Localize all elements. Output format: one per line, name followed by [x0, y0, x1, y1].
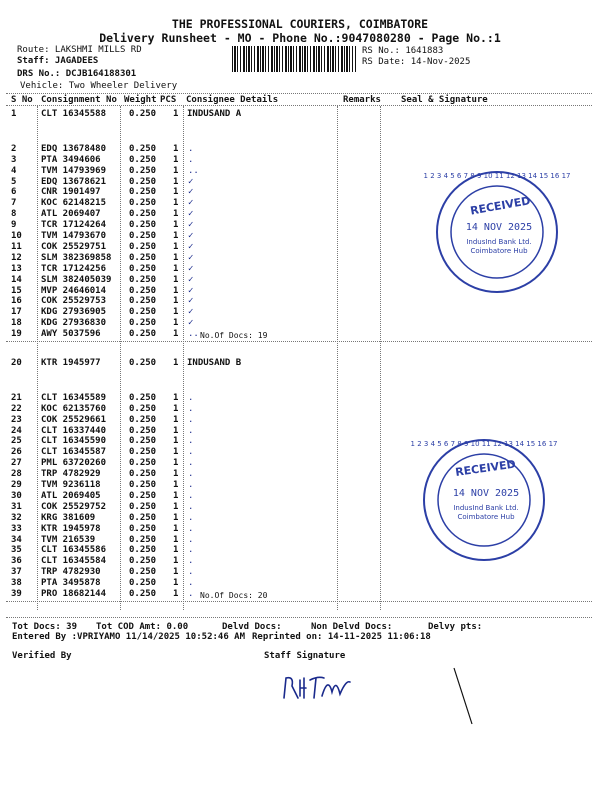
row-weight: 0.250 [129, 545, 157, 556]
row-mark: ✓ [188, 231, 194, 241]
row-mark: ✓ [188, 220, 194, 231]
row-consignment: TVM 14793670 [41, 231, 107, 241]
handwritten-signature [280, 668, 360, 708]
row-consignment: CLT 16345589 [41, 392, 107, 403]
row-pcs: 1 [173, 458, 179, 469]
row-pcs: 1 [173, 109, 179, 119]
row-weight: 0.250 [129, 414, 157, 425]
table-row [0, 109, 600, 120]
row-consignment: TRP 4782930 [41, 567, 101, 578]
row-weight: 0.250 [129, 220, 157, 231]
row-sno: 15 [11, 285, 22, 296]
row-weight: 0.250 [129, 198, 157, 209]
row-weight: 0.250 [129, 469, 157, 480]
received-stamp [410, 436, 558, 564]
row-consignment: COK 25529752 [41, 501, 107, 512]
row-pcs: 1 [173, 578, 179, 589]
rs-date: RS Date: 14-Nov-2025 [362, 57, 471, 67]
row-consignment: PRO 18682144 [41, 589, 107, 599]
row-pcs: 1 [173, 392, 179, 403]
row-mark: . [188, 425, 194, 436]
row-pcs: 1 [173, 285, 179, 296]
stamp-ring-text: 1 2 3 4 5 6 7 8 9 10 11 12 13 14 15 16 17 [423, 172, 571, 180]
row-weight: 0.250 [129, 523, 157, 534]
row-pcs: 1 [173, 241, 179, 252]
row-sno: 12 [11, 252, 22, 263]
row-pcs: 1 [173, 198, 179, 209]
row-consignment: KDG 27936905 [41, 307, 107, 318]
row-weight: 0.250 [129, 501, 157, 512]
delivered-docs: Delvd Docs: [222, 622, 282, 632]
row-weight: 0.250 [129, 187, 157, 198]
row-consignment: COK 25529753 [41, 296, 107, 307]
row-consignee: INDUSAND B [187, 358, 242, 368]
row-mark: . [188, 545, 194, 556]
row-weight: 0.250 [129, 589, 157, 599]
stamp-date: 14 NOV 2025 [452, 488, 520, 499]
row-pcs: 1 [173, 318, 179, 329]
total-cod: Tot COD Amt: 0.00 [96, 622, 189, 632]
row-pcs: 1 [173, 154, 179, 165]
docs-count: No.Of Docs: 20 [200, 591, 268, 600]
row-sno: 17 [11, 307, 22, 318]
row-sno: 31 [11, 501, 22, 512]
verify-row [0, 651, 600, 662]
row-pcs: 1 [173, 490, 179, 501]
row-sno: 3 [11, 154, 17, 165]
row-pcs: 1 [173, 512, 179, 523]
row-mark: . [188, 578, 194, 589]
row-pcs: 1 [173, 176, 179, 187]
row-mark: ✓ [188, 318, 194, 329]
row-pcs: 1 [173, 501, 179, 512]
row-sno: 20 [11, 358, 22, 368]
row-sno: 18 [11, 318, 22, 329]
row-mark: ✓ [188, 307, 194, 318]
row-mark: ✓ [188, 285, 194, 296]
row-weight: 0.250 [129, 458, 157, 469]
row-mark: ✓ [188, 176, 194, 187]
stamp-date: 14 NOV 2025 [465, 222, 533, 233]
row-weight: 0.250 [129, 274, 157, 285]
row-pcs: 1 [173, 231, 179, 241]
row-mark: . [188, 154, 194, 165]
row-sno: 32 [11, 512, 22, 523]
col-pcs: PCS [160, 95, 177, 105]
row-mark: . [188, 143, 194, 154]
row-consignment: CLT 16345587 [41, 447, 107, 458]
row-mark: ✓ [188, 274, 194, 285]
row-weight: 0.250 [129, 392, 157, 403]
row-consignment: SLM 382369858 [41, 252, 112, 263]
header-rule-bottom [6, 105, 592, 106]
row-sno: 22 [11, 403, 22, 414]
row-consignment: TVM 14793969 [41, 165, 107, 176]
row-pcs: 1 [173, 274, 179, 285]
row-weight: 0.250 [129, 109, 157, 119]
row-weight: 0.250 [129, 143, 157, 154]
row-weight: 0.250 [129, 209, 157, 220]
table-row [0, 296, 600, 307]
row-sno: 23 [11, 414, 22, 425]
stamp-org: IndusInd Bank Ltd. [453, 504, 519, 512]
row-pcs: 1 [173, 329, 179, 340]
row-consignment: TVM 9236118 [41, 480, 101, 490]
row-sno: 1 [11, 109, 17, 119]
row-weight: 0.250 [129, 263, 157, 274]
row-pcs: 1 [173, 480, 179, 490]
row-weight: 0.250 [129, 480, 157, 490]
row-sno: 29 [11, 480, 22, 490]
row-weight: 0.250 [129, 436, 157, 447]
row-pcs: 1 [173, 436, 179, 447]
row-consignment: ATL 2069407 [41, 209, 101, 220]
row-sno: 36 [11, 556, 22, 567]
row-sno: 26 [11, 447, 22, 458]
table-row [0, 318, 600, 329]
row-mark: ✓ [188, 198, 194, 209]
col-weight: Weight [124, 95, 157, 105]
table-row [0, 358, 600, 369]
col-remarks: Remarks [343, 95, 381, 105]
row-sno: 34 [11, 534, 22, 545]
row-weight: 0.250 [129, 318, 157, 329]
row-sno: 27 [11, 458, 22, 469]
table-row [0, 415, 600, 426]
row-mark: . [188, 392, 194, 403]
row-mark: . [188, 589, 194, 599]
row-sno: 6 [11, 187, 17, 198]
row-pcs: 1 [173, 143, 179, 154]
row-pcs: 1 [173, 523, 179, 534]
row-weight: 0.250 [129, 252, 157, 263]
row-pcs: 1 [173, 414, 179, 425]
row-consignment: CLT 16345586 [41, 545, 107, 556]
row-consignment: KOC 62148215 [41, 198, 107, 209]
row-consignment: EDQ 13678480 [41, 143, 107, 154]
table-row [0, 144, 600, 155]
row-consignment: CLT 16337440 [41, 425, 107, 436]
row-mark: . [188, 490, 194, 501]
col-consignment: Consignment No [41, 95, 117, 105]
row-consignment: EDQ 13678621 [41, 176, 107, 187]
entered-by: Entered By :VPRIYAMO 11/14/2025 10:52:46 AM [12, 632, 245, 642]
staff-signature-label: Staff Signature [264, 651, 346, 661]
entered-row [0, 632, 600, 643]
group-divider [6, 601, 592, 602]
row-mark: . [188, 501, 194, 512]
row-weight: 0.250 [129, 154, 157, 165]
row-mark: ✓ [188, 296, 194, 307]
table-row [0, 307, 600, 318]
row-mark: . [188, 556, 194, 567]
row-weight: 0.250 [129, 329, 157, 340]
row-consignment: PML 63720260 [41, 458, 107, 469]
row-mark: ✓ [188, 241, 194, 252]
row-sno: 25 [11, 436, 22, 447]
row-sno: 33 [11, 523, 22, 534]
row-consignee: INDUSAND A [187, 109, 242, 119]
row-mark: ✓ [188, 263, 194, 274]
col-consignee: Consignee Details [186, 95, 279, 105]
table-row [0, 426, 600, 437]
row-sno: 14 [11, 274, 22, 285]
row-consignment: ATL 2069405 [41, 490, 101, 501]
row-pcs: 1 [173, 187, 179, 198]
row-pcs: 1 [173, 403, 179, 414]
staff-label: Staff: JAGADEES [17, 56, 99, 66]
table-row [0, 567, 600, 578]
row-sno: 10 [11, 231, 22, 241]
row-mark: . [188, 436, 194, 447]
drs-number: DRS No.: DCJB164188301 [17, 69, 137, 79]
vehicle-label: Vehicle: Two Wheeler Delivery [20, 81, 178, 91]
table-row [0, 404, 600, 415]
stamp-hub: Coimbatore Hub [457, 513, 515, 521]
row-consignment: SLM 382405039 [41, 274, 112, 285]
row-mark: . [188, 403, 194, 414]
row-mark: . [188, 414, 194, 425]
row-pcs: 1 [173, 252, 179, 263]
row-mark: .. [188, 329, 199, 340]
row-consignment: KOC 62135760 [41, 403, 107, 414]
row-pcs: 1 [173, 447, 179, 458]
verified-by: Verified By [12, 651, 72, 661]
row-consignment: COK 25529751 [41, 241, 107, 252]
group-divider [6, 341, 592, 342]
stamp-ring-text: 1 2 3 4 5 6 7 8 9 10 11 12 13 14 15 16 17 [410, 440, 558, 448]
stamp-graphic [410, 436, 558, 564]
row-pcs: 1 [173, 534, 179, 545]
route-label: Route: LAKSHMI MILLS RD [17, 45, 142, 55]
row-weight: 0.250 [129, 567, 157, 578]
row-weight: 0.250 [129, 447, 157, 458]
row-consignment: TRP 4782929 [41, 469, 101, 480]
non-delivered-docs: Non Delvd Docs: [311, 622, 393, 632]
row-mark: . [188, 480, 194, 490]
row-consignment: TVM 216539 [41, 534, 96, 545]
row-consignment: CLT 16345584 [41, 556, 107, 567]
rs-number: RS No.: 1641883 [362, 46, 444, 56]
row-consignment: COK 25529661 [41, 414, 107, 425]
row-weight: 0.250 [129, 556, 157, 567]
row-consignment: AWY 5037596 [41, 329, 101, 340]
row-weight: 0.250 [129, 534, 157, 545]
row-consignment: CNR 1901497 [41, 187, 101, 198]
col-sno: S No [11, 95, 33, 105]
row-consignment: TCR 17124264 [41, 220, 107, 231]
table-row [0, 589, 600, 600]
row-sno: 35 [11, 545, 22, 556]
runsheet-title: Delivery Runsheet - MO - Phone No.:9047080280 - Page No.:1 [99, 31, 501, 45]
row-sno: 13 [11, 263, 22, 274]
header-rule-top [6, 93, 592, 94]
company-title: THE PROFESSIONAL COURIERS, COIMBATORE [171, 17, 429, 31]
row-sno: 7 [11, 198, 17, 209]
row-sno: 19 [11, 329, 22, 340]
row-mark: . [188, 469, 194, 480]
row-consignment: PTA 3495878 [41, 578, 101, 589]
row-sno: 21 [11, 392, 22, 403]
row-consignment: CLT 16345588 [41, 109, 107, 119]
row-pcs: 1 [173, 209, 179, 220]
barcode [232, 46, 356, 72]
row-pcs: 1 [173, 567, 179, 578]
stamp-graphic [423, 168, 571, 296]
row-mark: ✓ [188, 187, 194, 198]
row-consignment: KTR 1945978 [41, 523, 101, 534]
row-weight: 0.250 [129, 490, 157, 501]
row-pcs: 1 [173, 263, 179, 274]
received-stamp [423, 168, 571, 296]
row-mark: . [188, 512, 194, 523]
row-weight: 0.250 [129, 307, 157, 318]
row-mark: ✓ [188, 209, 194, 220]
delivery-points: Delvy pts: [428, 622, 483, 632]
row-pcs: 1 [173, 220, 179, 231]
row-consignment: TCR 17124256 [41, 263, 107, 274]
row-consignment: CLT 16345590 [41, 436, 107, 447]
row-consignment: MVP 24646014 [41, 285, 107, 296]
row-weight: 0.250 [129, 231, 157, 241]
row-weight: 0.250 [129, 165, 157, 176]
row-weight: 0.250 [129, 403, 157, 414]
row-mark: . [188, 534, 194, 545]
row-consignment: PTA 3494606 [41, 154, 101, 165]
row-pcs: 1 [173, 545, 179, 556]
row-mark: . [188, 567, 194, 578]
row-consignment: KTR 1945977 [41, 358, 101, 368]
row-sno: 11 [11, 241, 22, 252]
table-row [0, 329, 600, 340]
row-weight: 0.250 [129, 176, 157, 187]
row-mark: . [188, 458, 194, 469]
row-sno: 2 [11, 143, 17, 154]
row-mark: .. [188, 165, 199, 176]
stamp-received: RECEIVED [469, 194, 532, 218]
row-pcs: 1 [173, 296, 179, 307]
row-weight: 0.250 [129, 241, 157, 252]
row-weight: 0.250 [129, 578, 157, 589]
row-sno: 8 [11, 209, 17, 220]
table-row [0, 393, 600, 404]
row-sno: 24 [11, 425, 22, 436]
row-sno: 28 [11, 469, 22, 480]
col-seal: Seal & Signature [401, 95, 488, 105]
docs-count: No.Of Docs: 19 [200, 331, 268, 341]
row-pcs: 1 [173, 307, 179, 318]
footer-rule [6, 617, 592, 618]
row-sno: 38 [11, 578, 22, 589]
stamp-org: IndusInd Bank Ltd. [466, 238, 532, 246]
row-sno: 5 [11, 176, 17, 187]
row-weight: 0.250 [129, 296, 157, 307]
row-mark: ✓ [188, 252, 194, 263]
table-row [0, 155, 600, 166]
row-weight: 0.250 [129, 512, 157, 523]
row-sno: 39 [11, 589, 22, 599]
stamp-received: RECEIVED [454, 457, 517, 479]
row-weight: 0.250 [129, 285, 157, 296]
row-sno: 16 [11, 296, 22, 307]
pen-stroke-mark [450, 662, 480, 732]
row-pcs: 1 [173, 556, 179, 567]
row-mark: . [188, 447, 194, 458]
row-sno: 30 [11, 490, 22, 501]
row-sno: 4 [11, 165, 17, 176]
row-consignment: KDG 27936830 [41, 318, 107, 329]
row-pcs: 1 [173, 425, 179, 436]
row-pcs: 1 [173, 469, 179, 480]
table-row [0, 578, 600, 589]
row-pcs: 1 [173, 589, 179, 599]
reprinted-on: Reprinted on: 14-11-2025 11:06:18 [252, 632, 431, 642]
row-consignment: KRG 381609 [41, 512, 96, 523]
row-weight: 0.250 [129, 425, 157, 436]
total-docs: Tot Docs: 39 [12, 622, 78, 632]
row-sno: 37 [11, 567, 22, 578]
stamp-hub: Coimbatore Hub [470, 247, 528, 255]
row-weight: 0.250 [129, 358, 157, 368]
row-mark: . [188, 523, 194, 534]
row-pcs: 1 [173, 165, 179, 176]
row-sno: 9 [11, 220, 17, 231]
row-pcs: 1 [173, 358, 179, 368]
